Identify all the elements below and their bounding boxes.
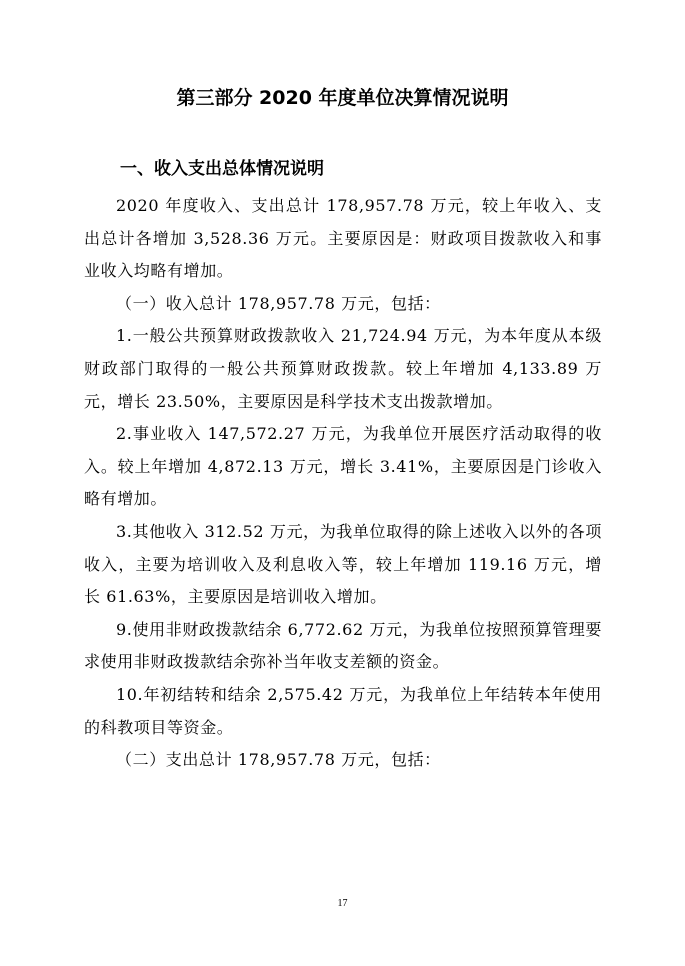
paragraph-total-summary: 2020 年度收入、支出总计 178,957.78 万元，较上年收入、支出总计各增加 3,528.36 万元。主要原因是：财政项目拨款收入和事业收入均略有增加。	[84, 196, 602, 281]
paragraph-income-total: （一）收入总计 178,957.78 万元，包括：	[116, 293, 441, 313]
paragraph-business-income: 2.事业收入 147,572.27 万元，为我单位开展医疗活动取得的收入。较上年增加 4,872.13 万元，增长 3.41%，主要原因是门诊收入略有增加。	[84, 424, 602, 509]
paragraph-carryover: 10.年初结转和结余 2,575.42 万元，为我单位上年结转本年使用的科教项目等资金。	[84, 684, 602, 737]
page-number: 17	[337, 898, 348, 909]
paragraph-other-income: 3.其他收入 312.52 万元，为我单位取得的除上述收入以外的各项收入，主要为培训收入及利息收入等，较上年增加 119.16 万元，增长 61.63%，主要原因是培训收入增加。	[84, 521, 602, 607]
paragraph-expenditure-total: （二）支出总计 178,957.78 万元，包括：	[116, 750, 441, 770]
paragraph-public-budget-income: 1.一般公共预算财政拨款收入 21,724.94 万元，为本年度从本级财政部门取得的一般公共预算财政拨款。较上年增加 4,133.89 万元，增长 23.50%，主要原因是科学技术支出拨款增加。	[84, 326, 602, 411]
section-heading: 一、收入支出总体情况说明	[120, 159, 324, 179]
page-title: 第三部分 2020 年度单位决算情况说明	[176, 87, 509, 109]
paragraph-non-fiscal-surplus: 9.使用非财政拨款结余 6,772.62 万元，为我单位按照预算管理要求使用非财政拨款结余弥补当年收支差额的资金。	[84, 619, 602, 672]
body-text	[84, 190, 602, 777]
